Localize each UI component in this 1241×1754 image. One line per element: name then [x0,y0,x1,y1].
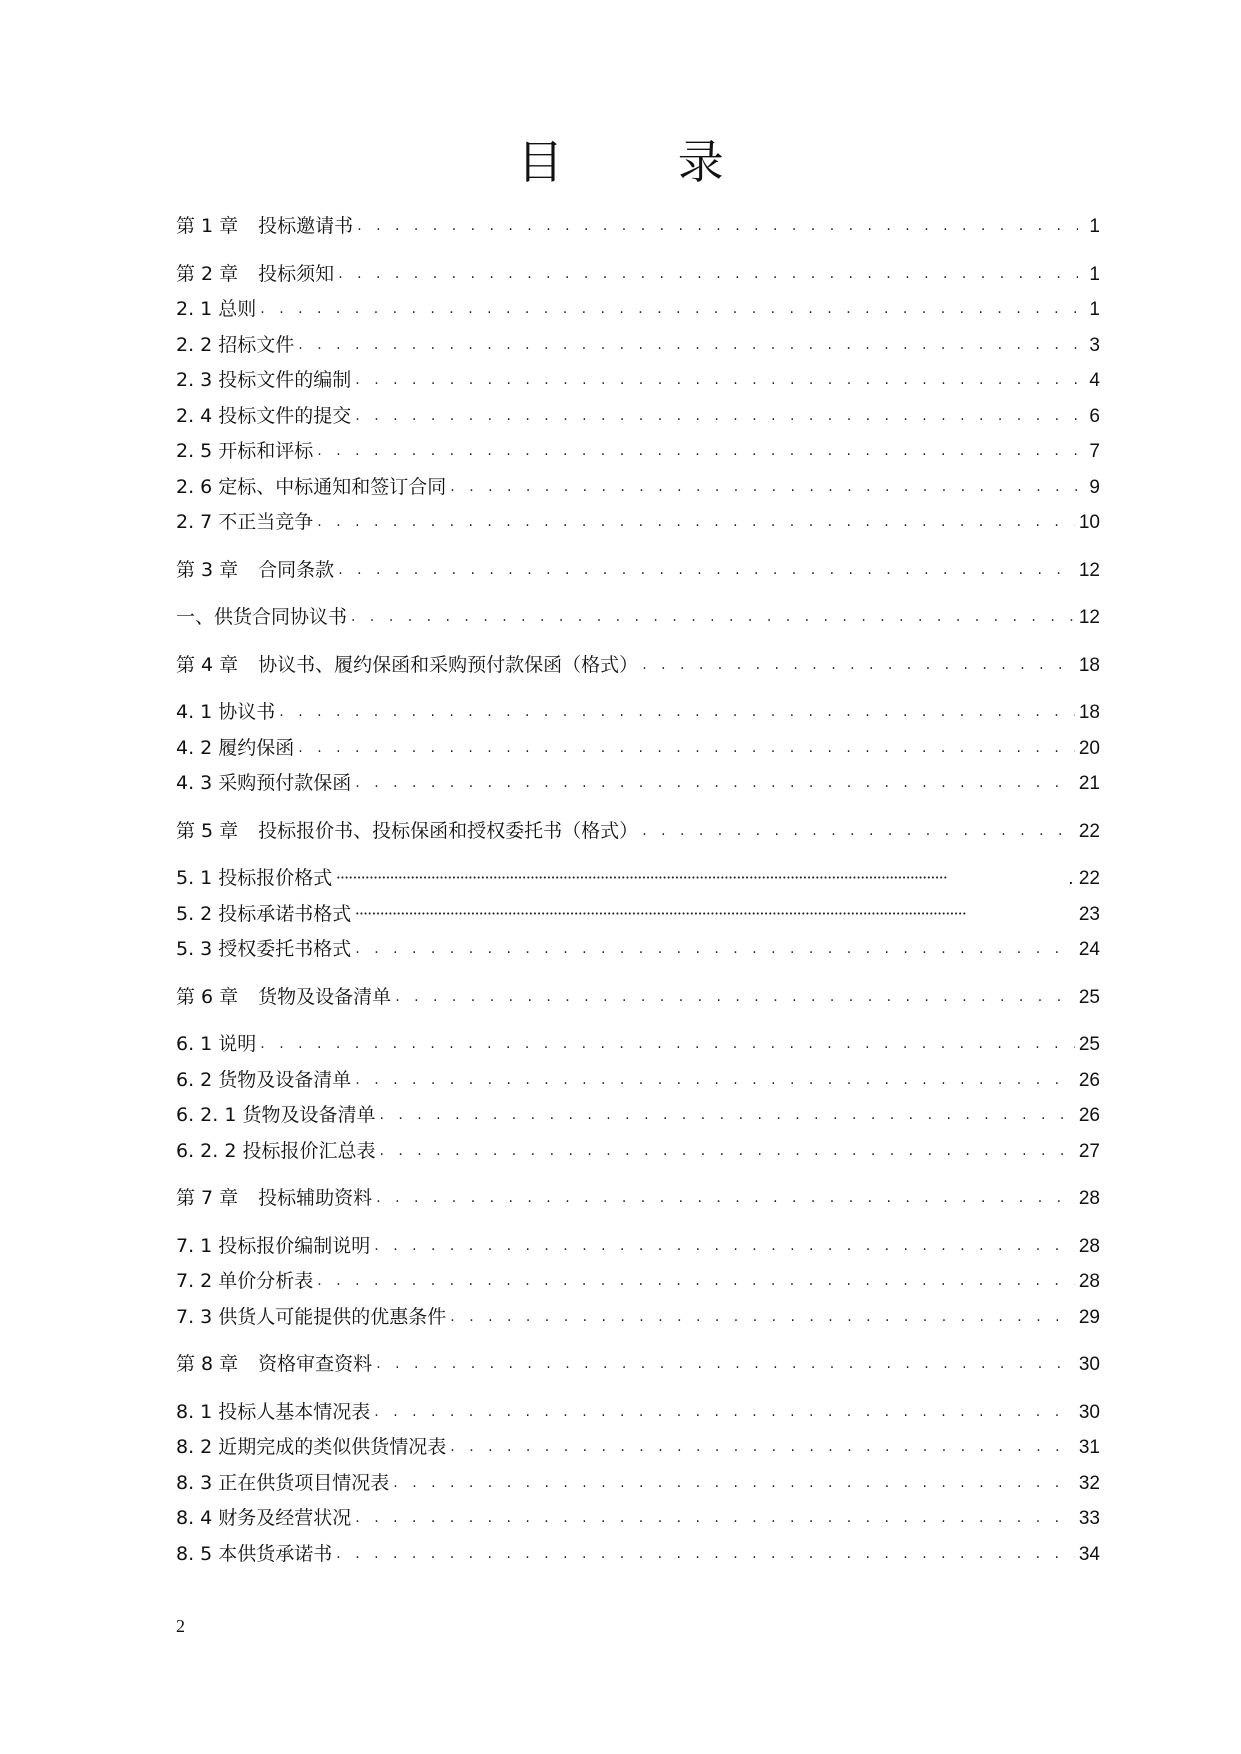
toc-page-number: 1 [1089,263,1100,285]
toc-entry[interactable] [176,1542,1100,1578]
toc-entry-text: 4. 3 采购预付款保函 [176,772,352,794]
toc-entry-title [176,214,353,238]
toc-entry-text: 2. 5 开标和评标 [176,440,314,462]
toc-entry[interactable] [176,475,1100,511]
toc-entry[interactable] [176,1269,1100,1305]
toc-dot-leader [338,262,1078,286]
toc-page-number: 6 [1089,405,1100,427]
toc-entry[interactable] [176,1305,1100,1341]
toc-dot-leader [317,439,1078,463]
toc-entry[interactable] [176,368,1100,404]
toc-entry-title [176,1139,375,1163]
toc-page-number: 10 [1078,512,1100,533]
toc-page-number: 25 [1078,1034,1100,1055]
page-title: 目 录 [517,135,774,189]
toc-page-number: 29 [1078,1306,1100,1328]
toc-entry-text: 8. 5 本供货承诺书 [176,1542,333,1565]
toc-dot-leader [642,819,1075,843]
toc-entry-title [176,262,334,286]
toc-page-number: 24 [1078,939,1100,960]
toc-entry-title [176,439,313,463]
toc-entry-text: 2. 3 投标文件的编制 [176,369,352,391]
toc-entry-title [176,297,256,321]
toc-dot-leader [355,1068,1075,1092]
toc-dot-leader [355,771,1075,795]
toc-dot-leader [336,864,1064,890]
toc-dot-leader [379,1139,1074,1163]
toc-entry[interactable] [176,1068,1100,1104]
toc-entry-text: 6. 2. 2 投标报价汇总表 [176,1139,376,1162]
toc-entry-title [176,1068,351,1092]
toc-entry-title [176,653,638,677]
toc-dot-leader [355,368,1078,392]
toc-entry[interactable] [176,1435,1100,1471]
toc-dot-leader [355,404,1078,428]
toc-entry-title [176,1103,375,1127]
toc-entry[interactable] [176,558,1100,594]
toc-page-number: 7 [1089,441,1100,462]
toc-entry[interactable] [176,1234,1100,1270]
toc-entry[interactable] [176,605,1100,641]
toc-chapter-number: 第 7 章 [176,1187,239,1209]
toc-entry[interactable] [176,1506,1100,1542]
toc-entry-text: 2. 1 总则 [176,298,257,320]
toc-page-number: 30 [1078,1401,1100,1423]
toc-dot-leader [317,1269,1075,1293]
toc-dot-leader [260,1032,1075,1056]
toc-entry[interactable] [176,1186,1100,1222]
toc-entry[interactable] [176,404,1100,440]
toc-entry[interactable] [176,937,1100,973]
toc-dot-leader [450,475,1078,499]
toc-entry-title [176,700,275,724]
toc-page-number: 1 [1089,299,1100,320]
toc-entry-title [176,866,332,890]
toc-entry-title [176,1400,370,1424]
toc-entry-text: 投标邀请书 [258,215,354,237]
toc-dot-leader [393,1471,1075,1495]
toc-dot-leader [317,510,1075,534]
toc-entry-title [176,475,446,499]
toc-entry-title [176,368,351,392]
toc-entry[interactable] [176,439,1100,475]
toc-page-number: 30 [1078,1354,1100,1375]
toc-entry-text: 8. 1 投标人基本情况表 [176,1400,371,1423]
toc-chapter-number: 第 2 章 [176,262,239,285]
toc-entry[interactable] [176,653,1100,689]
toc-entry[interactable] [176,1103,1100,1139]
toc-page-number: 34 [1078,1543,1100,1565]
toc-entry-text: 5. 1 投标报价格式 [176,867,333,889]
toc-page-number: 18 [1078,654,1100,676]
toc-entry-text: 协议书、履约保函和采购预付款保函（格式） [258,653,639,676]
toc-entry-text: 一、供货合同协议书 [176,606,348,628]
toc-page-number: 32 [1078,1472,1100,1494]
toc-dot-leader [351,605,1075,629]
toc-entry-text: 货物及设备清单 [258,985,392,1008]
toc-entry[interactable] [176,985,1100,1021]
toc-dot-leader [450,1305,1075,1329]
toc-page-number: 9 [1089,476,1100,498]
toc-entry[interactable] [176,333,1100,369]
toc-entry-text: 资格审查资料 [258,1353,373,1375]
toc-page-number: . 22 [1068,868,1100,889]
toc-dot-leader [357,214,1078,238]
toc-entry-text: 投标须知 [258,262,335,285]
toc-entry-text: 7. 3 供货人可能提供的优惠条件 [176,1305,447,1328]
toc-entry-text: 7. 2 单价分析表 [176,1270,314,1292]
toc-chapter-number: 第 3 章 [176,558,239,581]
toc-page-number: 26 [1078,1105,1100,1126]
toc-entry-title [176,1234,370,1258]
toc-entry-title [176,510,313,534]
toc-entry-text: 2. 6 定标、中标通知和签订合同 [176,475,447,498]
toc-entry-text: 2. 7 不正当竞争 [176,511,314,533]
toc-chapter-number: 第 5 章 [176,819,239,842]
toc-entry-text: 投标辅助资料 [258,1187,373,1209]
toc-entry-title [176,333,294,357]
page-number: 2 [176,1616,185,1636]
toc-entry-title [176,736,294,760]
toc-entry[interactable] [176,700,1100,736]
toc-entry-title [176,902,351,926]
toc-entry-text: 4. 2 履约保函 [176,736,295,759]
toc-dot-leader [642,653,1075,677]
toc-dot-leader [355,1506,1075,1530]
toc-entry[interactable] [176,214,1100,250]
toc-dot-leader [298,736,1075,760]
toc-dot-leader [355,937,1075,961]
toc-entry[interactable] [176,819,1100,855]
toc-entry-text: 8. 3 正在供货项目情况表 [176,1471,390,1494]
toc-entry-text: 5. 3 授权委托书格式 [176,938,352,960]
toc-entry[interactable] [176,902,1100,938]
toc-entry-title [176,937,351,961]
toc-page-number: 23 [1078,903,1100,925]
toc-page-number: 31 [1078,1437,1100,1458]
toc-chapter-number: 第 4 章 [176,653,239,676]
toc-page-number: 12 [1078,559,1100,581]
toc-entry-text: 合同条款 [258,558,335,581]
toc-dot-leader [374,1400,1075,1424]
toc-entry-title [176,1542,332,1566]
toc-entry[interactable] [176,297,1100,333]
toc-entry[interactable] [176,736,1100,772]
toc-entry-title [176,985,391,1009]
toc-dot-leader [336,1542,1075,1566]
toc-entry-text: 投标报价书、投标保函和授权委托书（格式） [258,819,639,842]
toc-page-number: 20 [1078,737,1100,759]
toc-entry-text: 2. 4 投标文件的提交 [176,404,352,427]
toc-entry[interactable] [176,1352,1100,1388]
toc-entry-text: 8. 2 近期完成的类似供货情况表 [176,1436,447,1458]
toc-dot-leader [374,1234,1075,1258]
toc-page-number: 25 [1078,986,1100,1008]
toc-chapter-number: 第 6 章 [176,985,239,1008]
toc-entry[interactable] [176,1400,1100,1436]
toc-dot-leader [379,1103,1074,1127]
toc-page-number: 28 [1078,1235,1100,1257]
toc-dot-leader [376,1352,1075,1376]
toc-entry[interactable] [176,1471,1100,1507]
toc-entry-text: 5. 2 投标承诺书格式 [176,902,352,925]
toc-dot-leader [450,1435,1075,1459]
toc-dot-leader [260,297,1078,321]
toc-dot-leader [395,985,1075,1009]
toc-entry-text: 2. 2 招标文件 [176,333,295,356]
toc-page-number: 26 [1078,1069,1100,1091]
toc-entry-title [176,1471,389,1495]
table-of-contents [176,214,1100,1577]
toc-entry-text: 4. 1 协议书 [176,701,276,723]
toc-dot-leader [298,333,1078,357]
toc-page-number: 33 [1078,1508,1100,1529]
toc-entry-title [176,1305,446,1329]
toc-dot-leader [376,1186,1075,1210]
toc-entry-title [176,1506,351,1530]
toc-entry[interactable] [176,262,1100,298]
toc-page-number: 4 [1089,370,1100,391]
toc-entry-title [176,1269,313,1293]
toc-chapter-number: 第 8 章 [176,1353,239,1375]
toc-entry-title [176,558,334,582]
toc-entry[interactable] [176,510,1100,546]
toc-page-number: 1 [1089,216,1100,237]
toc-page-number: 21 [1078,773,1100,794]
toc-dot-leader [279,700,1075,724]
toc-entry-text: 6. 1 说明 [176,1033,257,1055]
toc-entry-title [176,605,347,629]
toc-page-number: 28 [1078,1188,1100,1209]
toc-entry-text: 6. 2. 1 货物及设备清单 [176,1104,376,1126]
toc-entry-text: 8. 4 财务及经营状况 [176,1507,352,1529]
toc-page-number: 3 [1089,334,1100,356]
toc-dot-leader [338,558,1075,582]
toc-entry-text: 7. 1 投标报价编制说明 [176,1234,371,1257]
toc-entry-title [176,404,351,428]
toc-page-number: 22 [1078,820,1100,842]
toc-chapter-number: 第 1 章 [176,215,239,237]
toc-page-number: 12 [1078,607,1100,628]
toc-entry-title [176,1352,372,1376]
toc-entry[interactable] [176,771,1100,807]
toc-page-number: 27 [1078,1140,1100,1162]
toc-entry-text: 6. 2 货物及设备清单 [176,1068,352,1091]
toc-entry-title [176,1032,256,1056]
toc-entry-title [176,771,351,795]
toc-entry-title [176,1186,372,1210]
toc-entry[interactable] [176,866,1100,902]
toc-entry-title [176,1435,446,1459]
toc-page-number: 18 [1078,702,1100,723]
toc-dot-leader [355,900,1075,926]
toc-page-number: 28 [1078,1271,1100,1292]
toc-entry[interactable] [176,1032,1100,1068]
toc-entry-title [176,819,638,843]
toc-entry[interactable] [176,1139,1100,1175]
